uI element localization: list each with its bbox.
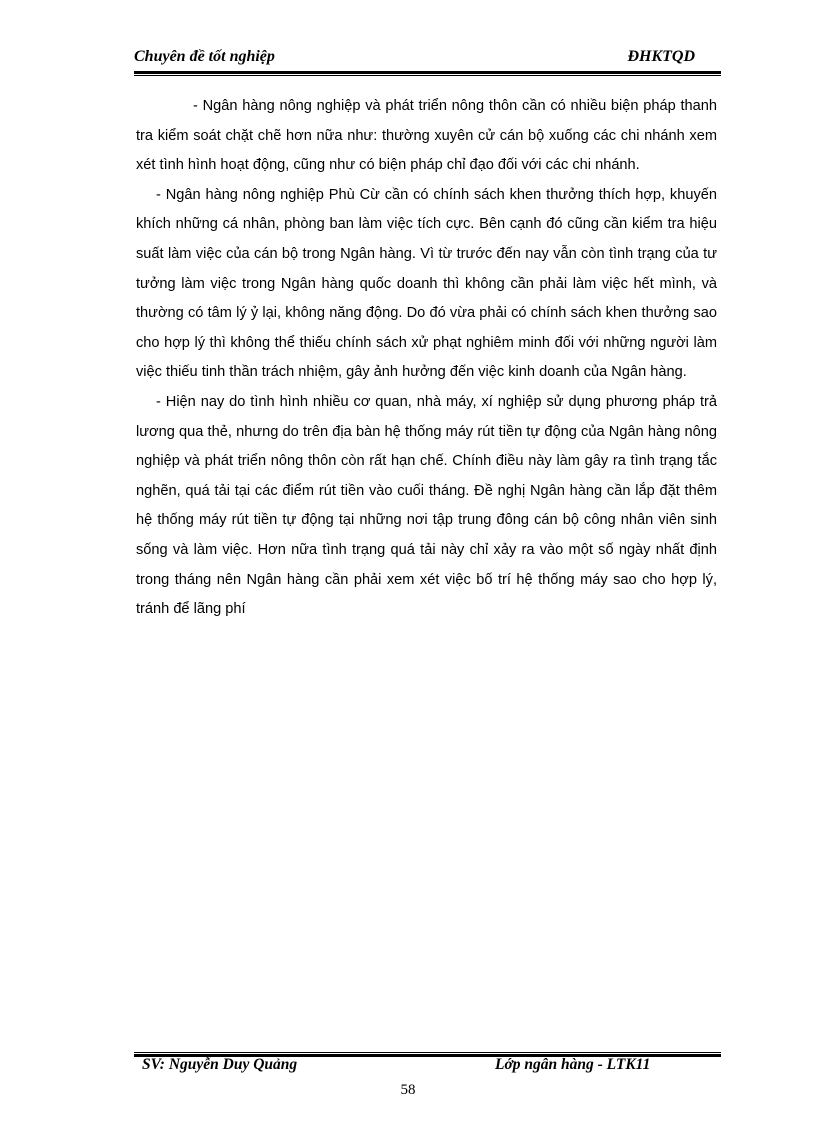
page-footer xyxy=(142,1056,702,1078)
header-institution: ĐHKTQD xyxy=(627,48,695,65)
paragraph-1: - Ngân hàng nông nghiệp và phát triển nông thôn cần có nhiều biện pháp thanh tra kiểm soát chặt chẽ hơn nữa như: thường xuyên cử cán bộ xuống các chi nhánh xem xét tình hình hoạt động, cũng như có biện pháp chỉ đạo đối với các chi nhánh. xyxy=(136,98,717,174)
paragraph-3: - Hiện nay do tình hình nhiều cơ quan, nhà máy, xí nghiệp sử dụng phương pháp trả lương qua thẻ, nhưng do trên địa bàn hệ thống máy rút tiền tự động của Ngân hàng nông nghiệp và phát triển nông thôn còn rất hạn chế. Chính điều này làm gây ra tình trạng tắc nghẽn, quá tải tại các điểm rút tiền vào cuối tháng. Đề nghị Ngân hàng cần lắp đặt thêm hệ thống máy rút tiền tự động tại những nơi tập trung đông cán bộ công nhân viên sinh sống và làm việc. Hơn nữa tình trạng quá tải này chỉ xảy ra vào một số ngày nhất định trong tháng nên Ngân hàng cần phải xem xét việc bố trí hệ thống máy sao cho hợp lý, tránh để lãng phí xyxy=(136,393,717,618)
page-header xyxy=(134,46,721,68)
footer-student-name: SV: Nguyễn Duy Quảng xyxy=(142,1056,298,1073)
page-number: 58 xyxy=(400,1082,416,1098)
document-body xyxy=(136,92,717,625)
header-title: Chuyên đề tốt nghiệp xyxy=(134,48,275,65)
header-divider xyxy=(134,71,721,76)
paragraph-2: - Ngân hàng nông nghiệp Phù Cừ cần có chính sách khen thưởng thích hợp, khuyến khích những cá nhân, phòng ban làm việc tích cực. Bên cạnh đó cũng cần kiểm tra hiệu suất làm việc của cán bộ trong Ngân hàng. Vì từ trước đến nay vẫn còn tình trạng của tư tưởng làm việc trong Ngân hàng quốc doanh thì không cần phải làm việc hết mình, và thường có tâm lý ỷ lại, không năng động. Do đó vừa phải có chính sách khen thưởng sao cho hợp lý thì không thể thiếu chính sách xử phạt nghiêm minh đối với những người làm việc thiếu tinh thần trách nhiệm, gây ảnh hưởng đến việc kinh doanh của Ngân hàng. xyxy=(136,186,717,381)
footer-class: Lớp ngân hàng - LTK11 xyxy=(495,1056,651,1073)
